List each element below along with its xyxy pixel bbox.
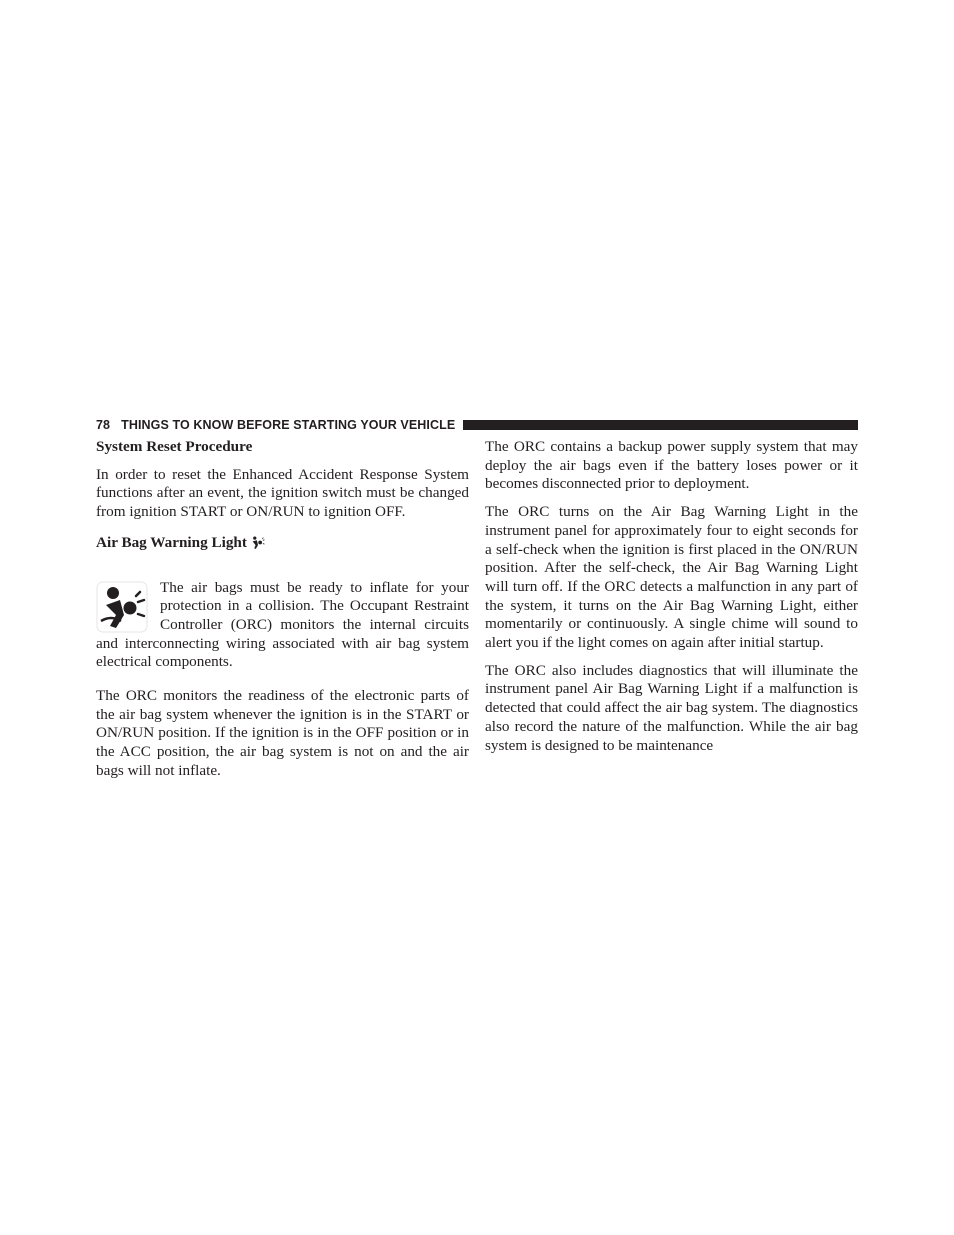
system-reset-heading: System Reset Procedure: [96, 438, 253, 455]
section-title: THINGS TO KNOW BEFORE STARTING YOUR VEHICLE: [121, 418, 456, 432]
airbag-warning-icon: [251, 536, 265, 550]
header-rule: [463, 420, 858, 430]
system-reset-body: In order to reset the Enhanced Accident Response System functions after an event, the ignition switch must be changed from ignition START or ON/RUN to ignition OFF.: [96, 465, 469, 521]
left-column: [96, 438, 469, 790]
air-bag-paragraph-1: [96, 579, 469, 673]
page-header: [96, 416, 858, 434]
page-number: 78: [96, 418, 111, 432]
air-bag-warning-heading: [96, 534, 469, 553]
air-bag-paragraph-2: The ORC monitors the readiness of the electronic parts of the air bag system whenever the ignition is in the START or ON/RUN position. If the ignition is in the OFF position or in the ACC position, the air bag system is not on and the air bags will not inflate.: [96, 687, 469, 779]
air-bag-warning-heading-text: Air Bag Warning Light: [96, 533, 247, 551]
right-paragraph-2: The ORC turns on the Air Bag Warning Light in the instrument panel for approximately four to eight seconds for a self-check when the ignition is first placed in the ON/RUN position. After the self-check, the Air Bag Warning Light will turn off. If the ORC detects a malfunction in any part of the system, it turns on the Air Bag Warning Light, either momentarily or continuously. A single chime will sound to alert you if the light comes on again after initial startup.: [485, 503, 858, 652]
right-paragraph-1: The ORC contains a backup power supply system that may deploy the air bags even if the battery loses power or it becomes disconnected prior to deployment.: [485, 438, 858, 493]
airbag-warning-icon: [96, 581, 148, 633]
air-bag-paragraph-1-text: The air bags must be ready to inflate for your protection in a collision. The Occupant Restraint Controller (ORC) monitors the internal circuits and interconnecting wiring associated with air bag system electrical components.: [96, 578, 469, 671]
right-column: [485, 438, 858, 764]
right-paragraph-3: The ORC also includes diagnostics that will illuminate the instrument panel Air Bag Warning Light if a malfunction is detected that could affect the air bag system. The diagnostics also record the nature of the malfunction. While the air bag system is designed to be maintenance: [485, 661, 858, 754]
